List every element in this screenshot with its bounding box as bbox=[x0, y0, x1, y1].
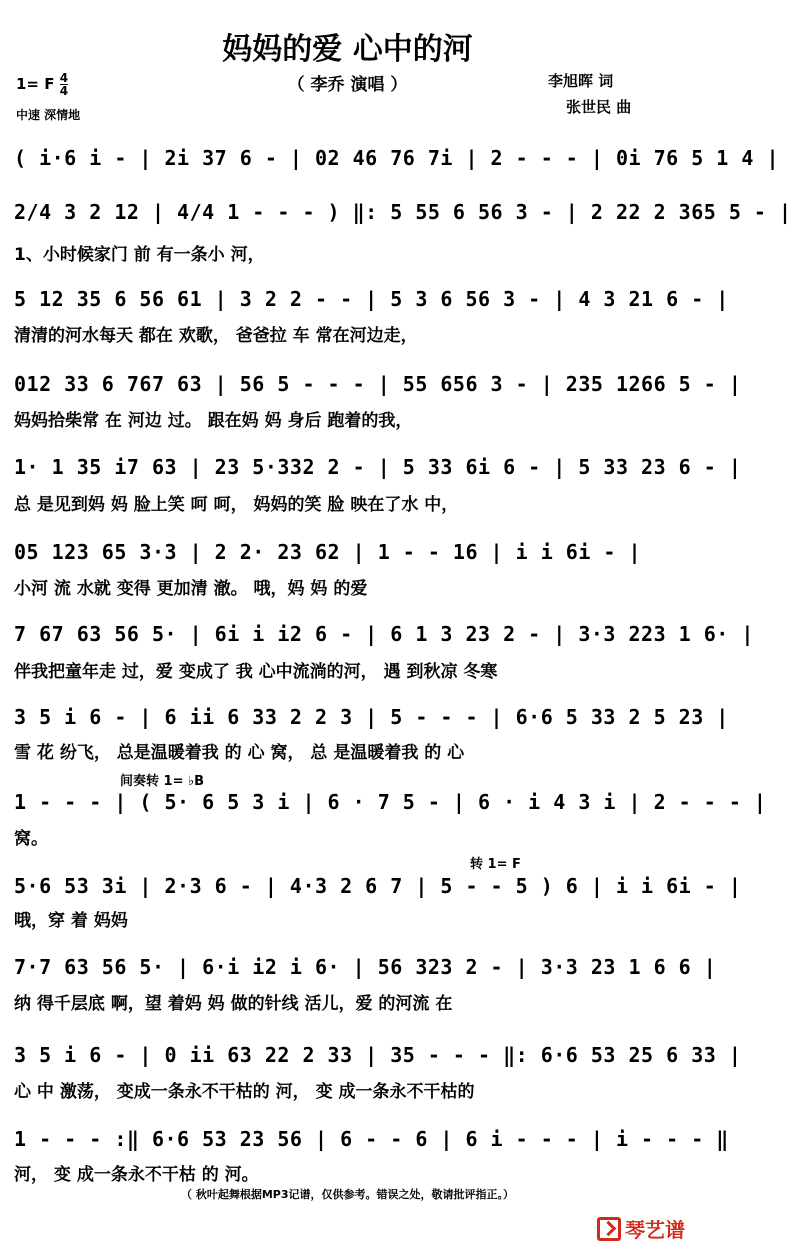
lyric-row-9: 窝。 bbox=[14, 829, 48, 849]
notation-row-10: 5·6 53 3i | 2·3 6 - | 4·3 2 6 7 | 5 - - 5 ) 6 | i i 6i - | bbox=[14, 874, 742, 898]
return-modulation: 转 1= F bbox=[470, 857, 521, 872]
key-label: 1= F bbox=[16, 75, 55, 93]
lyricist-credit: 李旭晖 词 bbox=[548, 72, 614, 90]
lyric-row-10: 哦，穿 着 妈妈 bbox=[14, 911, 128, 931]
time-top: 4 bbox=[59, 71, 69, 85]
lyric-row-3: 清清的河水每天 都在 欢歌， 爸爸拉 车 常在河边走， bbox=[14, 326, 418, 346]
lyric-row-8: 雪 花 纷飞， 总是温暖着我 的 心 窝， 总 是温暖着我 的 心 bbox=[14, 743, 465, 763]
notation-row-3: 5 12 35 6 56 61 | 3 2 2 - - | 5 3 6 56 3 - | 4 3 21 6 - | bbox=[14, 287, 729, 311]
logo-icon bbox=[597, 1217, 621, 1241]
lyric-row-13: 河， 变 成一条永不干枯 的 河。 bbox=[14, 1165, 259, 1185]
lyric-row-4: 妈妈拾柴常 在 河边 过。 跟在妈 妈 身后 跑着的我， bbox=[14, 411, 413, 431]
time-signature bbox=[60, 72, 68, 97]
notation-row-7: 7 67 63 56 5· | 6i i i2 6 - | 6 1 3 23 2 - | 3·3 223 1 6· | bbox=[14, 622, 754, 646]
notation-row-11: 7·7 63 56 5· | 6·i i2 i 6· | 56 323 2 - | 3·3 23 1 6 6 | bbox=[14, 955, 717, 979]
notation-row-8: 3 5 i 6 - | 6 ii 6 33 2 2 3 | 5 - - - | 6·6 5 33 2 5 23 | bbox=[14, 705, 729, 729]
lyric-row-7: 伴我把童年走 过，爱 变成了 我 心中流淌的河， 遇 到秋凉 冬寒 bbox=[14, 662, 498, 682]
lyric-row-2: 1、小时候家门 前 有一条小 河， bbox=[14, 245, 265, 265]
lyric-row-11: 纳 得千层底 啊，望 着妈 妈 做的针线 活儿，爱 的河流 在 bbox=[14, 994, 453, 1014]
tempo-marking: 中速 深情地 bbox=[16, 108, 81, 122]
key-signature bbox=[16, 72, 68, 97]
lyric-row-12: 心 中 激荡， 变成一条永不干枯的 河， 变 成一条永不干枯的 bbox=[14, 1082, 475, 1102]
notation-row-12: 3 5 i 6 - | 0 ii 63 22 2 33 | 35 - - - ‖: 6·6 53 25 6 33 | bbox=[14, 1043, 742, 1067]
notation-row-5: 1· 1 35 i7 63 | 23 5·332 2 - | 5 33 6i 6 - | 5 33 23 6 - | bbox=[14, 455, 742, 479]
notation-row-13: 1 - - - :‖ 6·6 53 23 56 | 6 - - 6 | 6 i - - - | i - - - ‖ bbox=[14, 1127, 729, 1151]
site-logo bbox=[597, 1214, 685, 1243]
notation-row-6: 05 123 65 3·3 | 2 2· 23 62 | 1 - - 16 | i i 6i - | bbox=[14, 540, 642, 564]
song-title: 妈妈的爱 心中的河 bbox=[222, 32, 473, 67]
notation-row-2: 2/4 3 2 12 | 4/4 1 - - - ) ‖: 5 55 6 56 3 - | 2 22 2 365 5 - | bbox=[14, 200, 792, 224]
notation-row-1: ( i·6 i - | 2i 37 6 - | 02 46 76 7i | 2 - - - | 0i 76 5 1 4 | bbox=[14, 146, 780, 170]
singer-credit: （ 李乔 演唱 ） bbox=[287, 75, 408, 95]
transcription-note: （ 秋叶起舞根据MP3记谱，仅供参考。错误之处，敬请批评指正。） bbox=[181, 1188, 514, 1201]
composer-credit: 张世民 曲 bbox=[566, 98, 632, 116]
lyric-row-5: 总 是见到妈 妈 脸上笑 呵 呵， 妈妈的笑 脸 映在了水 中， bbox=[14, 495, 459, 515]
lyric-row-6: 小河 流 水就 变得 更加清 澈。 哦，妈 妈 的爱 bbox=[14, 579, 368, 599]
interlude-modulation: 间奏转 1= ♭B bbox=[120, 774, 205, 789]
notation-row-9: 1 - - - | ( 5· 6 5 3 i | 6 · 7 5 - | 6 · i 4 3 i | 2 - - - | bbox=[14, 790, 767, 814]
logo-text: 琴艺谱 bbox=[625, 1218, 685, 1242]
notation-row-4: 012 33 6 767 63 | 56 5 - - - | 55 656 3 - | 235 1266 5 - | bbox=[14, 372, 742, 396]
time-bottom: 4 bbox=[59, 84, 69, 98]
